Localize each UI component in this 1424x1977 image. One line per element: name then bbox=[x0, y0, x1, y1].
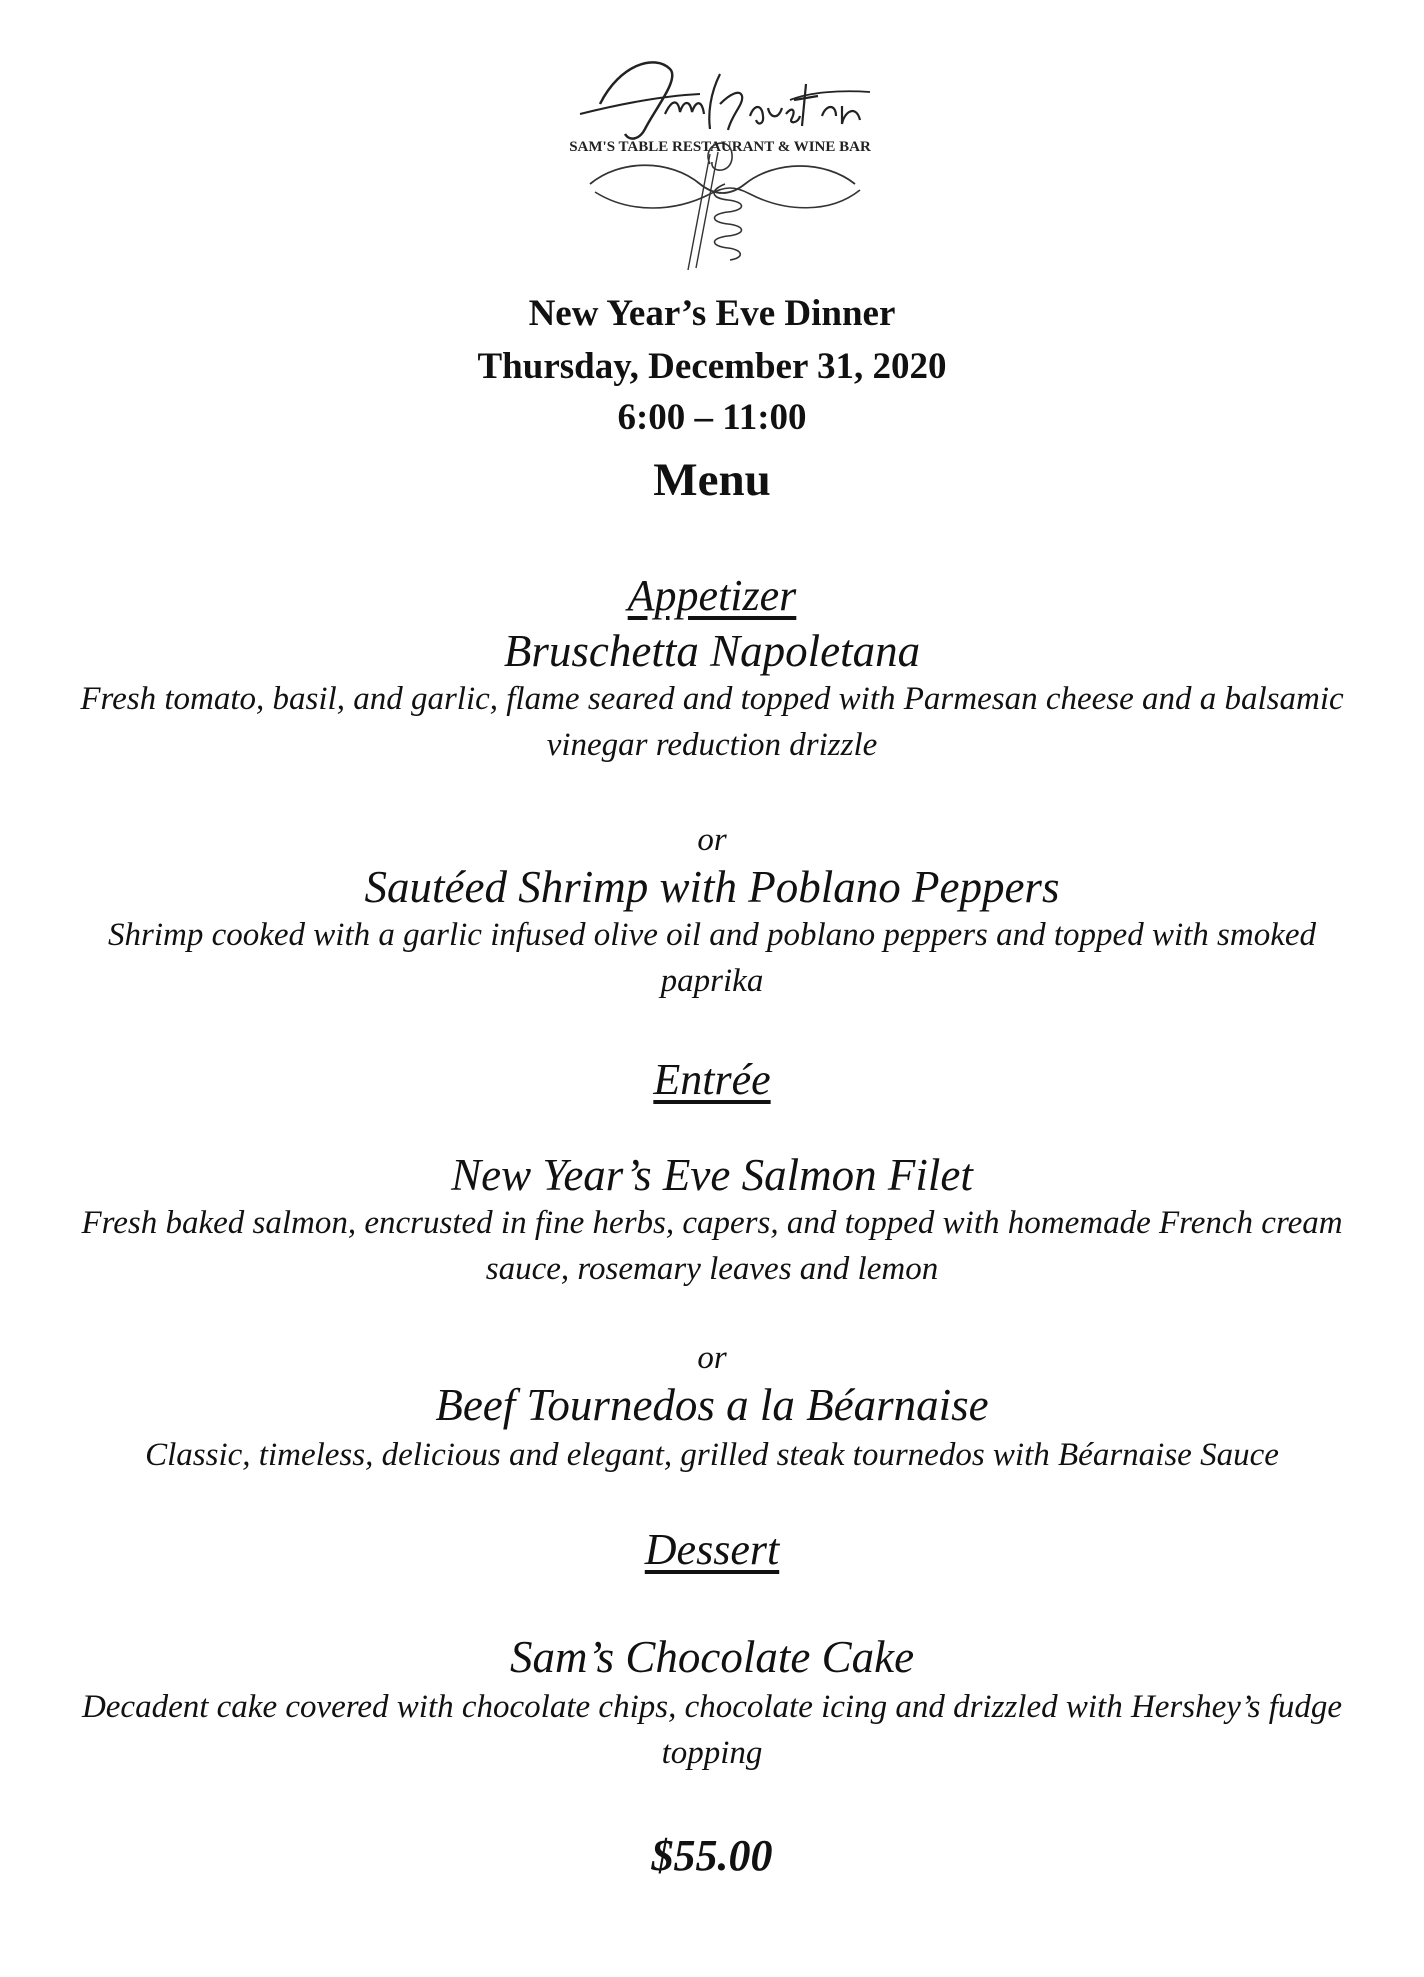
dish-name: Sam’s Chocolate Cake bbox=[509, 1632, 915, 1682]
restaurant-name: SAM'S TABLE RESTAURANT & WINE BAR bbox=[569, 139, 871, 155]
event-title: New Year’s Eve Dinner bbox=[528, 293, 896, 334]
dish-description: Fresh tomato, basil, and garlic, flame seared and topped with Parmesan cheese and a balsamic vinegar reduction drizzle bbox=[80, 681, 1344, 763]
dish-description: Classic, timeless, delicious and elegant, grilled steak tournedos with Béarnaise Sauce bbox=[145, 1437, 1279, 1473]
or-separator: or bbox=[697, 822, 727, 858]
dish-name: Bruschetta Napoletana bbox=[503, 626, 921, 676]
dish-description: Decadent cake covered with chocolate chips, chocolate icing and drizzled with Hershey’s fudge topping bbox=[81, 1689, 1343, 1771]
event-date: Thursday, December 31, 2020 bbox=[477, 346, 947, 387]
section-title-appetizer: Appetizer bbox=[627, 571, 797, 620]
price: $55.00 bbox=[651, 1831, 773, 1880]
dish-description: Shrimp cooked with a garlic infused olive oil and poblano peppers and topped with smoked paprika bbox=[107, 917, 1317, 999]
dish-name: New Year’s Eve Salmon Filet bbox=[451, 1150, 973, 1200]
or-separator: or bbox=[697, 1340, 727, 1376]
signature-swirl-icon bbox=[560, 34, 880, 274]
section-title-dessert: Dessert bbox=[644, 1525, 780, 1574]
menu-title: Menu bbox=[653, 454, 771, 506]
dish-name: Beef Tournedos a la Béarnaise bbox=[435, 1380, 989, 1430]
event-time: 6:00 – 11:00 bbox=[617, 397, 807, 438]
restaurant-logo bbox=[560, 34, 880, 274]
section-title-entree: Entrée bbox=[653, 1055, 771, 1104]
dish-description: Fresh baked salmon, encrusted in fine herbs, capers, and topped with homemade French cream sauce, rosemary leaves and lemon bbox=[81, 1205, 1343, 1287]
dish-name: Sautéed Shrimp with Poblano Peppers bbox=[364, 862, 1060, 912]
